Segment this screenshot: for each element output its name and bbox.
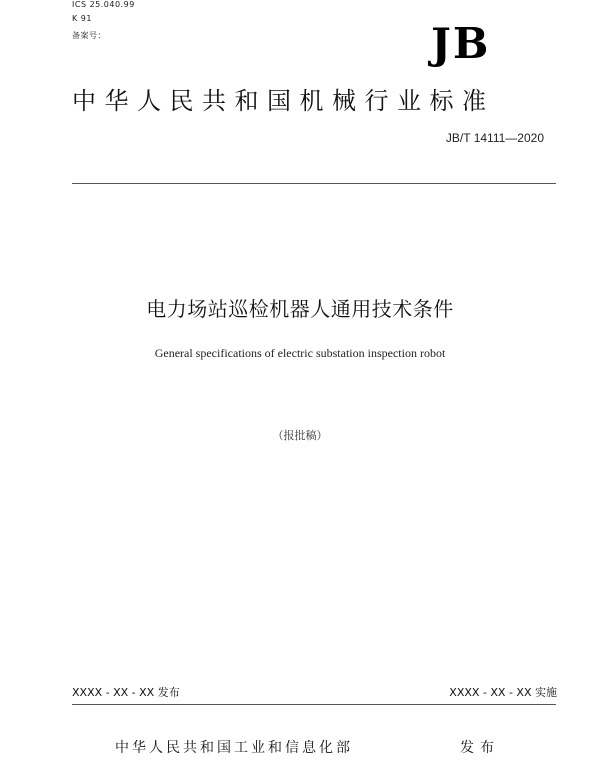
jb-logo: JB (431, 19, 491, 68)
standard-number: JB/T 14111—2020 (445, 131, 544, 145)
issuing-authority: 中华人民共和国工业和信息化部 (115, 740, 353, 756)
release-date: XXXX - XX - XX 发布 (72, 686, 180, 699)
standard-category-heading: 中华人民共和国机械行业标准 (72, 87, 495, 115)
footer-divider (72, 704, 556, 705)
document-title-english: General specifications of electric substation inspection robot (154, 346, 446, 360)
filing-number-label: 备案号： (72, 31, 106, 40)
header-divider (72, 183, 556, 184)
ccs-code: K 91 (72, 14, 92, 23)
draft-status-label: （报批稿） (272, 429, 328, 442)
issue-label: 发布 (460, 740, 500, 756)
document-title-chinese: 电力场站巡检机器人通用技术条件 (146, 297, 454, 321)
ics-code: ICS 25.040.99 (72, 0, 135, 9)
implementation-date: XXXX - XX - XX 实施 (449, 686, 557, 699)
